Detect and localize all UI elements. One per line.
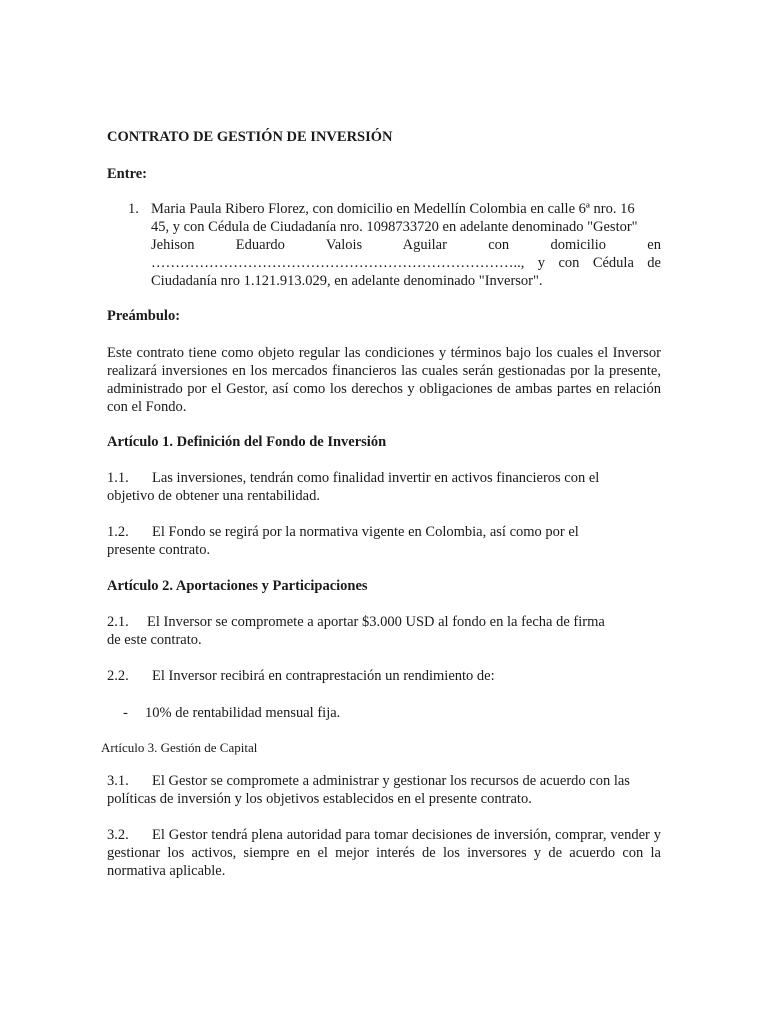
party-line-4: ………………………………………………………………….., y con Cédula de xyxy=(151,255,661,271)
clause-2-2-number: 2.2. xyxy=(107,668,129,684)
party-line-5: Ciudadanía nro 1.121.913.029, en adelante denominado "Inversor". xyxy=(151,273,543,289)
clause-2-1-number: 2.1. xyxy=(107,614,129,630)
contract-title: CONTRATO DE GESTIÓN DE INVERSIÓN xyxy=(107,129,393,145)
bullet-text: 10% de rentabilidad mensual fija. xyxy=(145,705,341,721)
bullet-dash: - xyxy=(123,705,128,721)
clause-3-1 xyxy=(107,772,661,808)
preambulo-heading: Preámbulo: xyxy=(107,308,181,324)
party-line-2: 45, y con Cédula de Ciudadanía nro. 1098733720 en adelante denominado "Gestor" xyxy=(151,219,638,235)
clause-3-2 xyxy=(107,826,661,880)
clause-1-2-number: 1.2. xyxy=(107,524,129,540)
clause-2-1 xyxy=(107,613,661,649)
clause-1-1 xyxy=(107,469,661,505)
clause-1-1-number: 1.1. xyxy=(107,470,129,486)
party-line-1: Maria Paula Ribero Florez, con domicilio en Medellín Colombia en calle 6ª nro. 16 xyxy=(151,201,635,217)
article-2-heading: Artículo 2. Aportaciones y Participaciones xyxy=(107,578,368,594)
article-1-heading: Artículo 1. Definición del Fondo de Inversión xyxy=(107,434,387,450)
preambulo-paragraph: Este contrato tiene como objeto regular las condiciones y términos bajo los cuales el Inversor realizará inversiones en los mercados financieros las cuales serán gestionadas por la presente, administrado por el Gestor, así como los derechos y obligaciones de ambas partes en relación con el Fondo. xyxy=(107,345,661,415)
clause-1-1-line-2: objetivo de obtener una rentabilidad. xyxy=(107,488,320,504)
clause-2-2-line-1: El Inversor recibirá en contraprestación un rendimiento de: xyxy=(152,668,495,684)
entre-heading: Entre: xyxy=(107,166,148,182)
clause-3-1-line-1: El Gestor se compromete a administrar y gestionar los recursos de acuerdo con las xyxy=(152,773,630,789)
clause-1-2-line-1: El Fondo se regirá por la normativa vigente en Colombia, así como por el xyxy=(152,524,579,540)
party-text xyxy=(151,200,661,290)
clause-1-1-line-1: Las inversiones, tendrán como finalidad invertir en activos financieros con el xyxy=(152,470,600,486)
party-line-3: Jehison Eduardo Valois Aguilar con domicilio en xyxy=(151,237,661,253)
clause-2-1-line-2: de este contrato. xyxy=(107,632,202,648)
clause-3-2-text: El Gestor tendrá plena autoridad para tomar decisiones de inversión, comprar, vender y gestionar los activos, siempre en el mejor interés de los inversores y de acuerdo con la normativa aplicable. xyxy=(107,827,661,879)
clause-3-1-line-2: políticas de inversión y los objetivos establecidos en el presente contrato. xyxy=(107,791,532,807)
clause-1-2-line-2: presente contrato. xyxy=(107,542,211,558)
clause-3-2-number: 3.2. xyxy=(107,827,129,843)
clause-1-2 xyxy=(107,523,661,559)
party-number: 1. xyxy=(128,201,139,217)
clause-3-1-number: 3.1. xyxy=(107,773,129,789)
clause-2-2 xyxy=(107,667,661,685)
clause-2-1-line-1: El Inversor se compromete a aportar $3.000 USD al fondo en la fecha de firma xyxy=(147,614,605,630)
article-3-heading: Artículo 3. Gestión de Capital xyxy=(101,740,258,755)
